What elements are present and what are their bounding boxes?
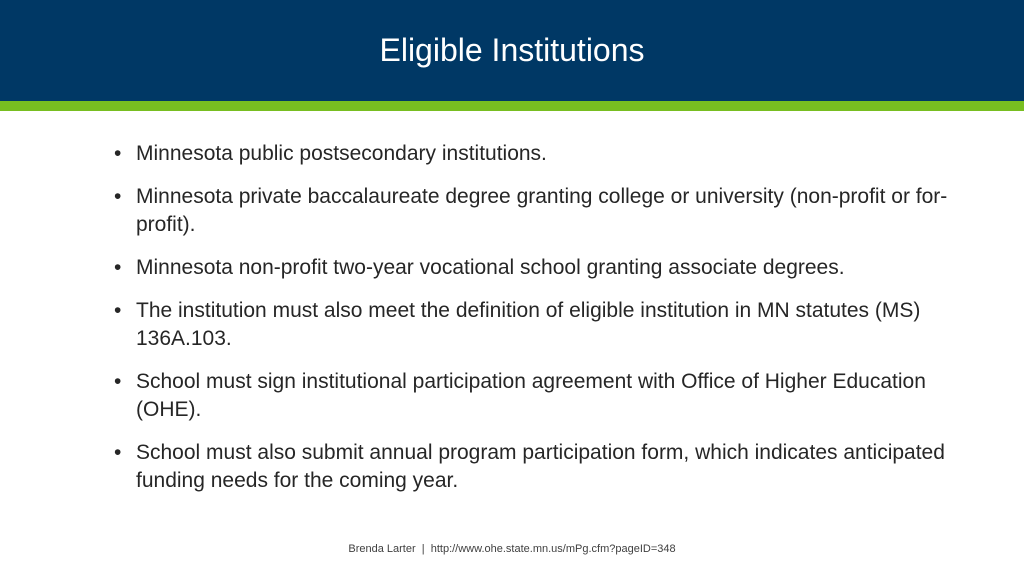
bullet-icon: • <box>114 370 122 393</box>
bullet-icon: • <box>114 299 122 322</box>
bullet-list <box>112 140 992 510</box>
footer: Brenda Larter | http://www.ohe.state.mn.us/mPg.cfm?pageID=348 <box>348 543 676 555</box>
bullet-text: Minnesota public postsecondary institutions. <box>136 142 547 165</box>
bullet-icon: • <box>114 185 122 208</box>
slide-title: Eligible Institutions <box>379 32 645 68</box>
accent-bar <box>0 101 1024 111</box>
bullet-item <box>112 254 992 282</box>
bullet-item <box>112 183 992 239</box>
bullet-item <box>112 140 992 168</box>
bullet-text: The institution must also meet the definition of eligible institution in MN statutes (MS) 136A.103. <box>136 299 921 350</box>
title-banner <box>0 0 1024 101</box>
bullet-text: School must also submit annual program participation form, which indicates anticipated funding needs for the coming year. <box>136 441 945 492</box>
bullet-text: Minnesota private baccalaureate degree granting college or university (non-profit or for-profit). <box>136 185 948 236</box>
bullet-item <box>112 368 992 424</box>
bullet-text: Minnesota non-profit two-year vocational school granting associate degrees. <box>136 256 845 279</box>
bullet-icon: • <box>114 142 122 165</box>
bullet-icon: • <box>114 441 122 464</box>
bullet-icon: • <box>114 256 122 279</box>
bullet-item <box>112 439 992 495</box>
bullet-item <box>112 297 992 353</box>
bullet-text: School must sign institutional participation agreement with Office of Higher Education (OHE). <box>136 370 926 421</box>
